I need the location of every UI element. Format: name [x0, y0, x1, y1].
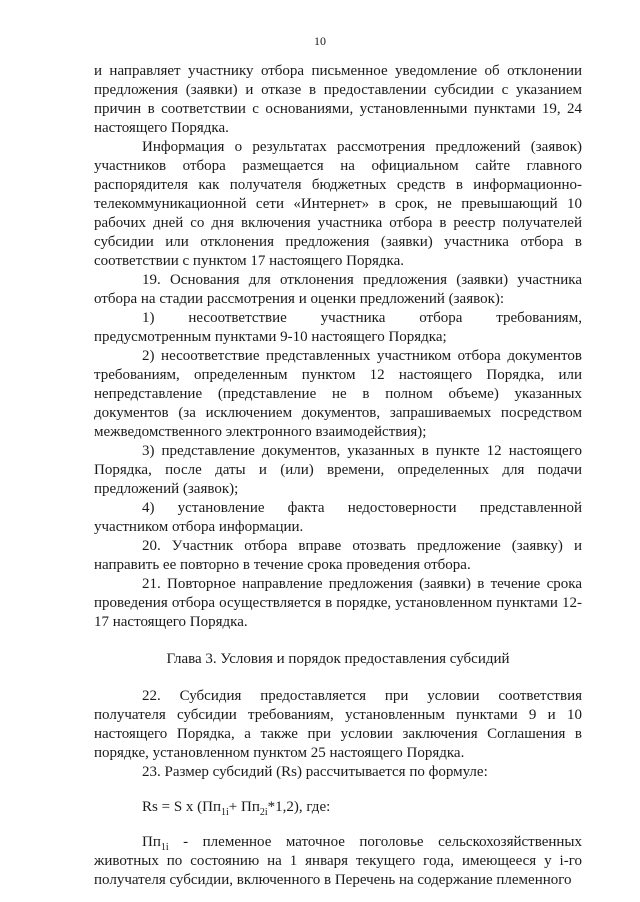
document-body: [94, 62, 582, 890]
formula-sub2: 2i: [259, 807, 268, 818]
paragraph: 3) представление документов, указанных в пункте 12 настоящего Порядка, после даты и (или) времени, определенных для подачи предложений (заявок);: [94, 443, 582, 497]
paragraphs-before: [94, 62, 582, 632]
paragraph: 2) несоответствие представленных участником отбора документов требованиям, определенным пунктом 12 настоящего Порядка, или непредставление (представление не в полном объеме) указанных документов (за исключением документов, запрашиваемых посредством межведомственного электронного взаимодействия);: [94, 348, 582, 440]
definition-paragraph: [94, 833, 582, 890]
formula-tail: *1,2), где:: [267, 799, 331, 815]
page-number: 10: [314, 34, 326, 48]
formula-lhs: Rs =: [142, 799, 174, 815]
formula-sub1: 1i: [221, 807, 229, 818]
definition-term: Пп: [142, 834, 161, 850]
paragraph: 4) установление факта недостоверности представленной участником отбора информации.: [94, 500, 582, 535]
paragraph: 20. Участник отбора вправе отозвать предложение (заявку) и направить ее повторно в течение срока проведения отбора.: [94, 538, 582, 573]
formula-s: S x (Пп: [173, 799, 222, 815]
definition-sub: 1i: [160, 842, 169, 853]
paragraph: 23. Размер субсидий (Rs) рассчитывается по формуле:: [142, 764, 488, 780]
chapter-heading: Глава 3. Условия и порядок предоставления субсидий: [166, 651, 510, 667]
formula-plus: + Пп: [228, 799, 260, 815]
paragraphs-after: [94, 687, 582, 782]
paragraph: 1) несоответствие участника отбора требованиям, предусмотренным пунктами 9-10 настоящего Порядка;: [94, 310, 582, 345]
paragraph: и направляет участнику отбора письменное уведомление об отклонении предложения (заявки) и отказе в предоставлении субсидии с указанием причин в соответствии с основаниями, установленными пунктами 19, 24 настоящего Порядка.: [94, 63, 582, 136]
paragraph: 21. Повторное направление предложения (заявки) в течение срока проведения отбора осуществляется в порядке, установленном пунктами 12-17 настоящего Порядка.: [94, 576, 582, 630]
definition-text: - племенное маточное поголовье сельскохозяйственных животных по состоянию на 1 января текущего года, имеющееся у i-го получателя субсидии, включенного в Перечень на содержание племенного: [94, 834, 582, 888]
paragraph: 19. Основания для отклонения предложения (заявки) участника отбора на стадии рассмотрения и оценки предложений (заявок):: [94, 272, 582, 307]
paragraph: 22. Субсидия предоставляется при условии соответствия получателя субсидии требованиям, установленным пунктами 9 и 10 настоящего Порядка, а также при условии заключения Соглашения в порядке, установленном пунктом 25 настоящего Порядка.: [94, 688, 582, 761]
paragraph: Информация о результатах рассмотрения предложений (заявок) участников отбора размещается на официальном сайте главного распорядителя как получателя бюджетных средств в информационно-телекоммуникационной сети «Интернет» в срок, не превышающий 10 рабочих дней со дня включения участника отбора в реестр получателей субсидии или отклонения предложения (заявки) участника отбора в соответствии с пунктом 17 настоящего Порядка.: [94, 139, 582, 269]
formula: [142, 798, 582, 817]
